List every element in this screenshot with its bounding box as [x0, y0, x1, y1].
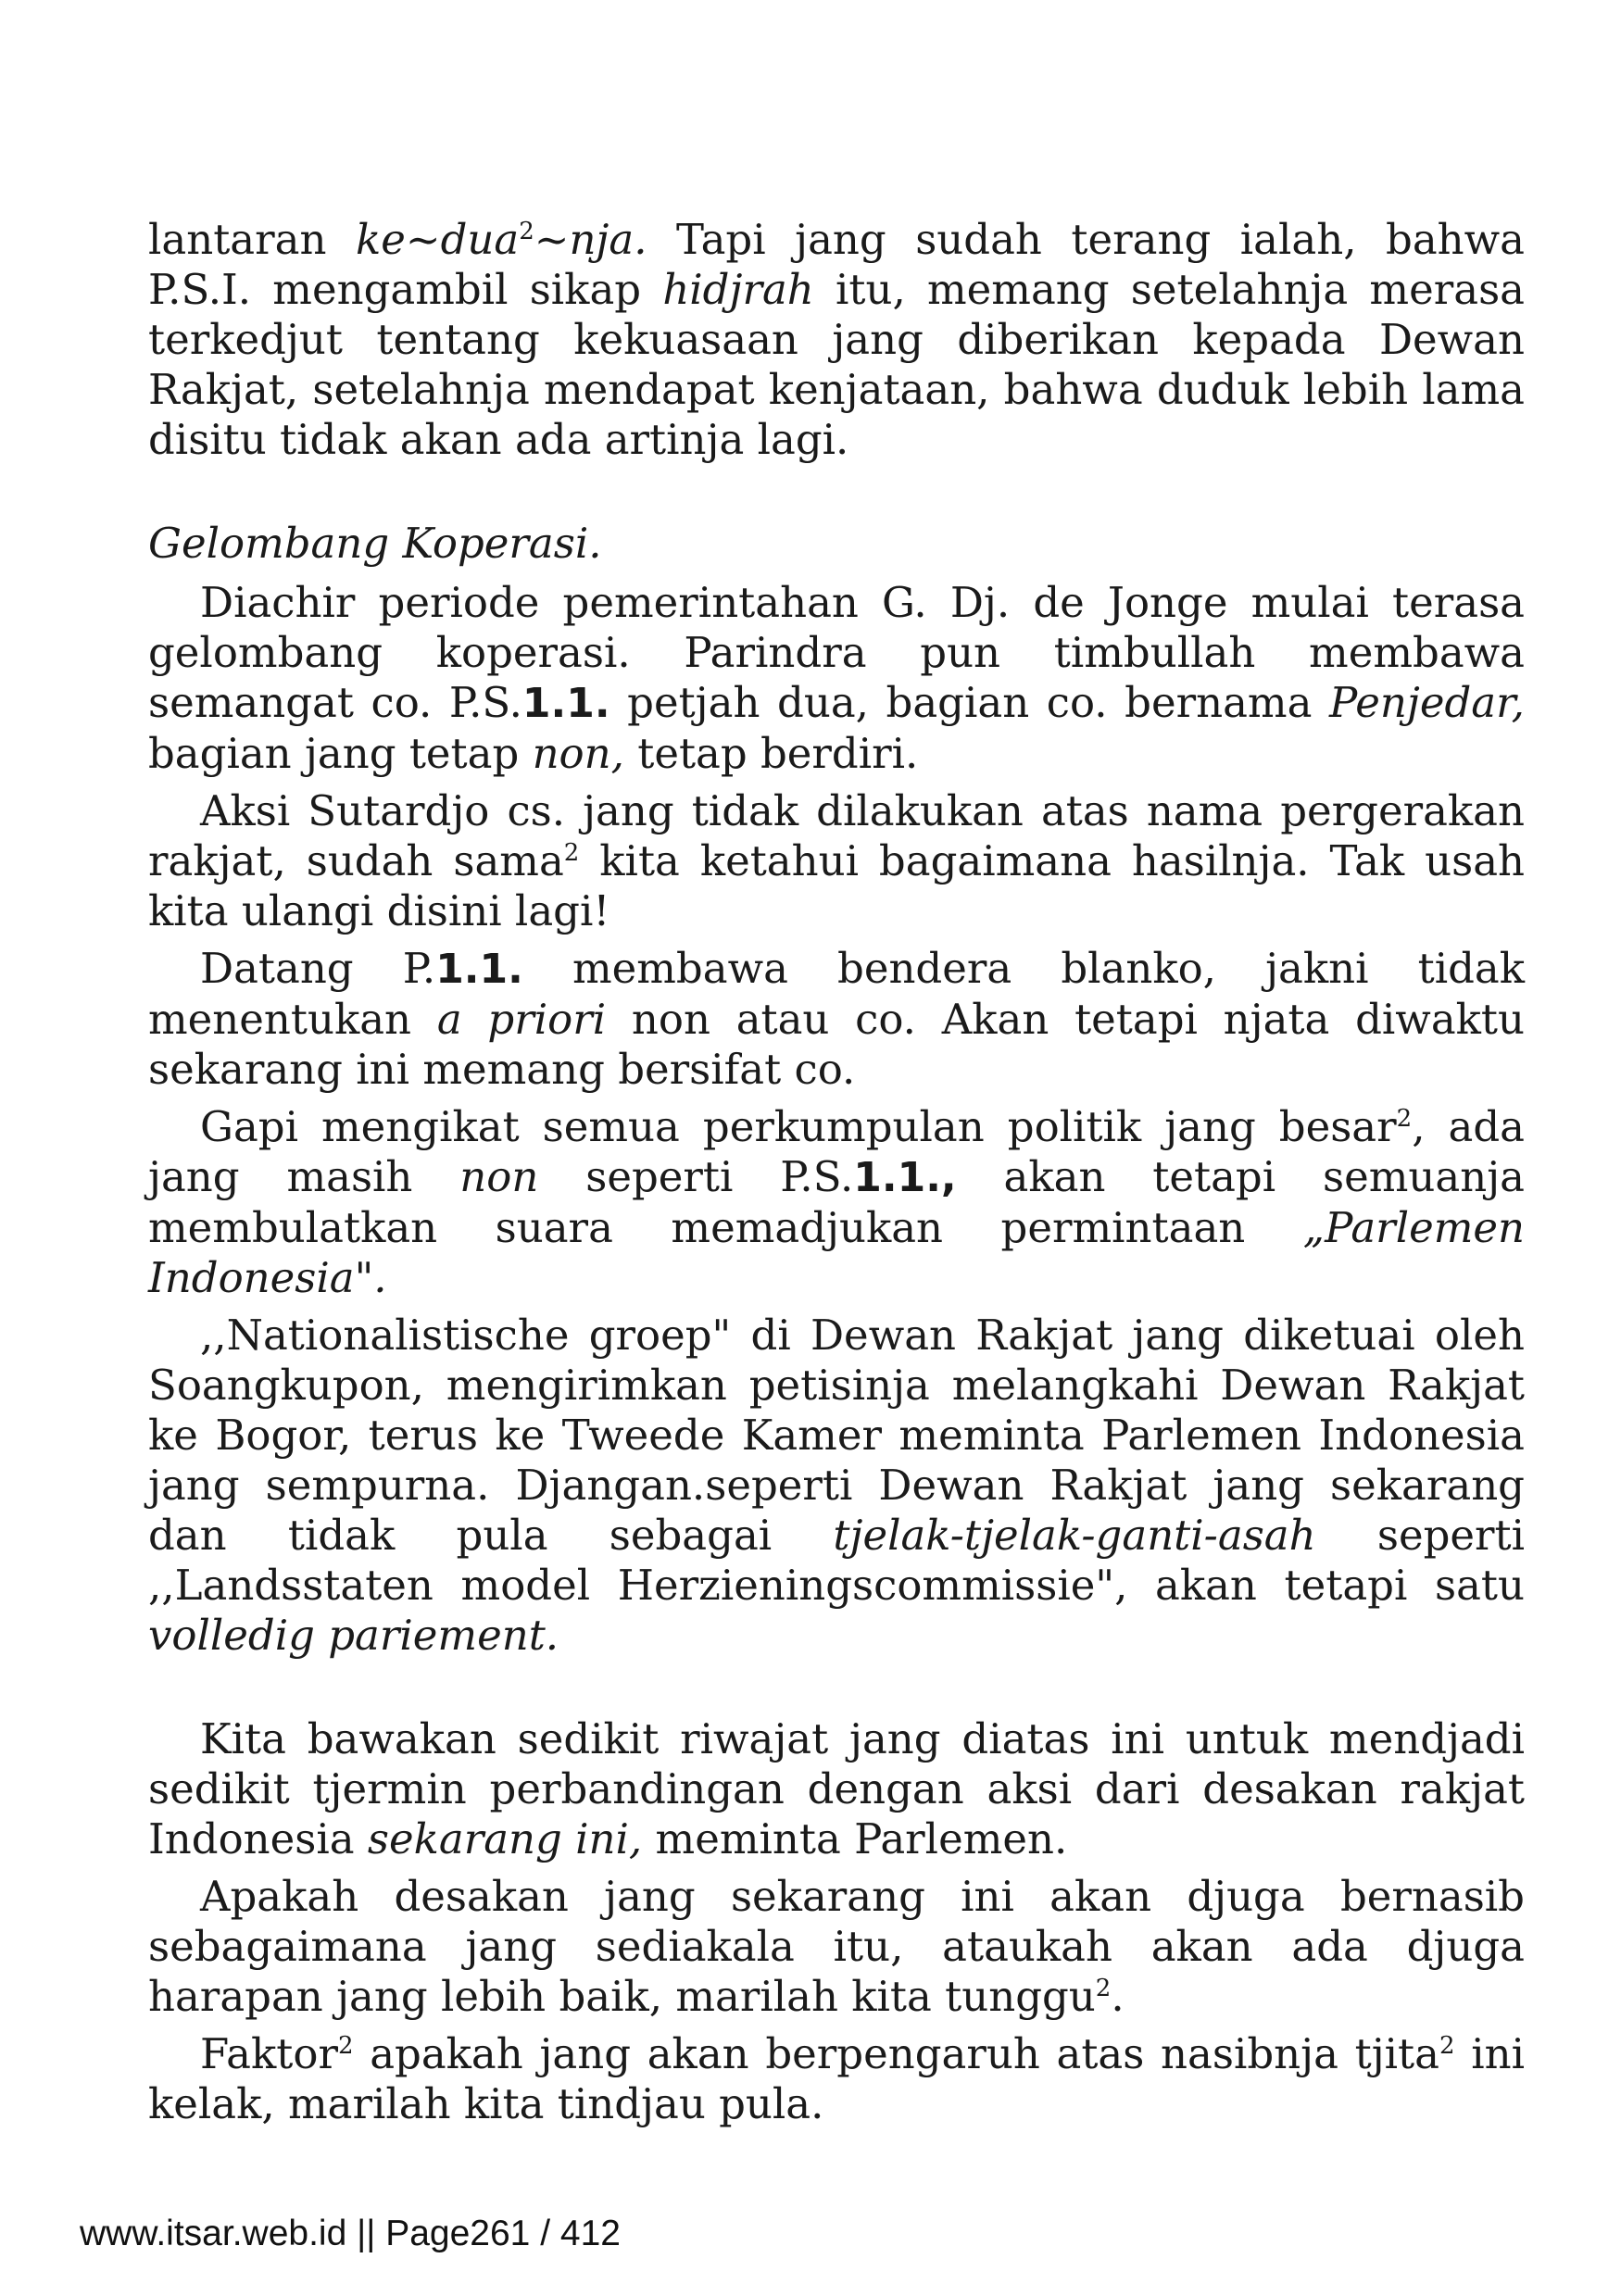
italic-text: non — [459, 1152, 539, 1201]
text: tetap berdiri. — [623, 729, 919, 778]
text: , ada jang masih — [148, 1102, 1525, 1201]
spacer — [148, 1661, 1525, 1714]
superscript: 2 — [1396, 1105, 1413, 1133]
italic-text: Penjedar, — [1329, 678, 1525, 727]
text: Aksi Sutardjo cs. jang tidak dilakukan atas nama pergerakan rakjat, sudah sama — [148, 786, 1525, 885]
text: akan tetapi semuanja membulatkan suara memadjukan permintaan — [148, 1152, 1525, 1252]
spacer — [148, 465, 1525, 519]
superscript: 2 — [1439, 2032, 1455, 2060]
italic-text: a priori — [436, 995, 607, 1044]
superscript: 2 — [519, 218, 534, 245]
text: Diachir periode pemerintahan G. Dj. de Jonge mulai terasa gelombang koperasi. Parindra pun timbullah membawa semangat co. P.S. — [148, 578, 1525, 727]
italic-text: ke~dua — [355, 215, 520, 264]
text: non atau co. Akan tetapi njata diwaktu sekarang ini memang bersifat co. — [148, 995, 1525, 1094]
italic-text: volledig pariement. — [148, 1611, 559, 1660]
page-body — [148, 215, 1525, 2129]
text: Datang P. — [200, 944, 436, 993]
text: bagian jang tetap — [148, 729, 533, 778]
text: Tapi jang sudah terang ialah, bahwa P.S.I. mengambil sikap — [148, 215, 1525, 314]
paragraph-3 — [148, 786, 1525, 936]
text: Faktor — [200, 2029, 338, 2078]
text: lantaran — [148, 215, 356, 264]
superscript: 2 — [337, 2032, 354, 2060]
text: . — [1111, 1972, 1125, 2021]
text: meminta Parlemen. — [642, 1814, 1068, 1863]
footer-url[interactable]: www.itsar.web.id — [80, 2214, 347, 2253]
bold-number: 1.1. — [521, 680, 610, 727]
text: Apakah desakan jang sekarang ini akan djuga bernasib sebagaimana jang sediakala itu, ataukah akan ada djuga harapan jang lebih baik, marilah kita tunggu — [148, 1872, 1525, 2021]
paragraph-9 — [148, 2029, 1525, 2129]
text: itu, memang setelahnja merasa terkedjut tentang kekuasaan jang diberikan kepada Dewan Rakjat, setelahnja mendapat kenjataan, bahwa duduk lebih lama disitu tidak akan ada artinja lagi. — [148, 265, 1525, 464]
bold-number: 1.1. — [435, 946, 523, 993]
paragraph-2 — [148, 578, 1525, 779]
paragraph-1 — [148, 215, 1525, 465]
text: membawa bendera blanko, jakni tidak menentukan — [148, 944, 1525, 1044]
superscript: 2 — [1095, 1975, 1112, 2002]
italic-text: ~nja. — [534, 215, 647, 264]
text: ini kelak, marilah kita tindjau pula. — [148, 2029, 1525, 2128]
text: kita ketahui bagaimana hasilnja. Tak usah kita ulangi disini lagi! — [148, 836, 1526, 935]
text: ,,Nationalistische groep" di Dewan Rakjat jang diketuai oleh Soangkupon, mengirimkan petisinja melangkahi Dewan Rakjat ke Bogor, terus ke Tweede Kamer meminta Parlemen Indonesia jang sempurna. Djangan.seperti Dewan Rakjat jang sekarang dan tidak pula sebagai — [148, 1311, 1525, 1560]
footer-separator: || — [346, 2214, 386, 2253]
italic-text: „Parlemen Indonesia". — [148, 1203, 1525, 1302]
italic-text: sekarang ini, — [367, 1814, 643, 1863]
bold-number: 1.1., — [853, 1154, 957, 1201]
paragraph-7 — [148, 1714, 1525, 1864]
italic-text: non, — [532, 729, 624, 778]
italic-text: hidjrah — [662, 265, 814, 314]
text: apakah jang akan berpengaruh atas nasibnja tjita — [353, 2029, 1439, 2078]
text: seperti ,,Landsstaten model Herzieningscommissie", akan tetapi satu — [148, 1511, 1525, 1610]
paragraph-6 — [148, 1311, 1525, 1661]
italic-text: tjelak-tjelak-ganti-asah — [833, 1511, 1316, 1560]
text: seperti P.S. — [538, 1152, 854, 1201]
paragraph-5 — [148, 1102, 1525, 1303]
page-footer — [80, 2214, 621, 2254]
section-heading: Gelombang Koperasi. — [148, 519, 602, 568]
text: Gapi mengikat semua perkumpulan politik jang besar — [200, 1102, 1397, 1151]
text: petjah dua, bagian co. bernama — [609, 678, 1330, 727]
superscript: 2 — [563, 839, 580, 867]
paragraph-4 — [148, 944, 1525, 1095]
paragraph-8 — [148, 1872, 1525, 2022]
page-number: Page261 / 412 — [385, 2214, 621, 2253]
text: Kita bawakan sedikit riwajat jang diatas ini untuk mendjadi sedikit tjermin perbandingan dengan aksi dari desakan rakjat Indonesia — [148, 1714, 1525, 1863]
